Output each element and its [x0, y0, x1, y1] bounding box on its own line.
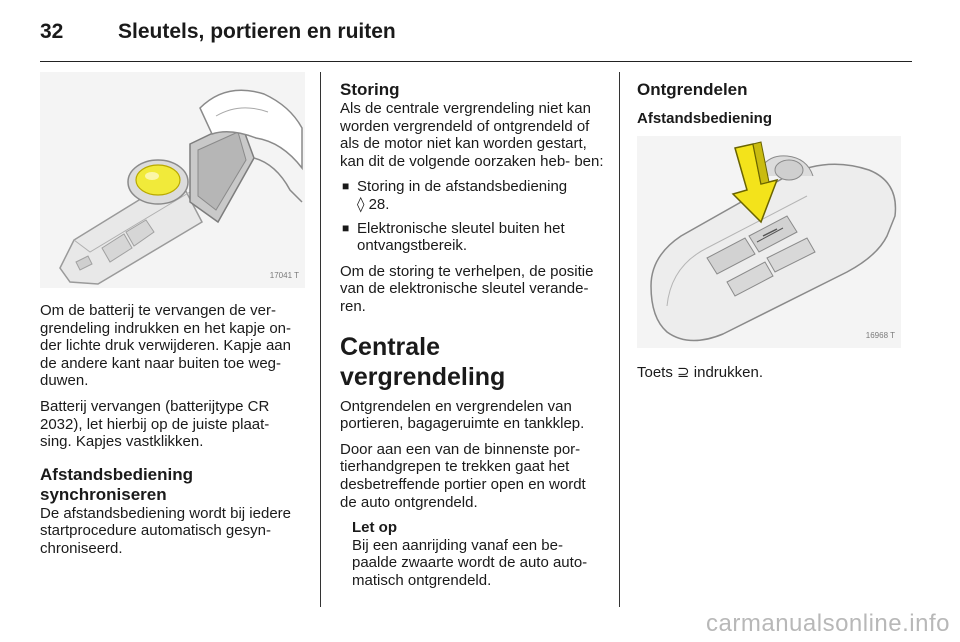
sync-heading [40, 465, 305, 505]
list-item-text: Elektronische sleutel buiten het ontvangstbereik. [357, 219, 565, 255]
bullet-icon: ■ [342, 179, 350, 194]
unlock-heading: Ontgrendelen [637, 80, 748, 99]
note-title: Let op [352, 519, 397, 537]
unlock-instruction-pre: Toets [637, 364, 673, 381]
column-1 [40, 72, 305, 566]
column-divider-1 [320, 72, 321, 607]
central-locking-intro: Ontgrendelen en vergrendelen van portieren, bagageruimte en tankklep. [340, 397, 585, 433]
column-divider-2 [619, 72, 620, 607]
unlock-instruction-post: indrukken. [693, 364, 763, 381]
sync-heading-line-1: Afstandsbediening [40, 464, 194, 484]
page-reference-arrow: ◊ [357, 194, 365, 213]
key-battery-illustration [40, 72, 305, 288]
storing-causes-list [340, 178, 604, 254]
battery-instructions: Om de batterij te vervangen de ver- grendeling indrukken en het kapje on- der lichte druk verwijderen. Kapje aan de andere kant naar buiten toe weg- duwen. [40, 302, 292, 390]
storing-heading: Storing [340, 80, 400, 99]
column-3 [637, 80, 901, 390]
battery-type-text: Batterij vervangen (batterijtype CR 2032), let hierbij op de juiste plaat- sing. Kapjes vastklikken. [40, 397, 270, 451]
page-title: Sleutels, portieren en ruiten [118, 20, 396, 43]
header-rule [40, 61, 912, 62]
column-2 [340, 80, 604, 589]
figure-code: 16968 T [865, 331, 895, 341]
list-item [340, 220, 604, 255]
unlock-symbol-icon: ⊇ [677, 363, 690, 381]
storing-fix: Om de storing te verhelpen, de positie van de elektronische sleutel verande- ren. [340, 262, 594, 315]
unlock-instruction [637, 364, 901, 382]
remote-key-illustration [637, 136, 901, 348]
sync-text: De afstandsbediening wordt bij iedere startprocedure automatisch gesyn- chroniseerd. [40, 504, 291, 557]
figure-code: 17041 T [269, 271, 299, 281]
list-item-text: Storing in de afstandsbediening [357, 178, 568, 196]
note-box [340, 519, 604, 589]
watermark: carmanualsonline.info [706, 610, 950, 637]
remote-unlock-figure [637, 136, 901, 348]
sync-heading-line-2: synchroniseren [40, 484, 167, 504]
central-locking-door-text: Door aan een van de binnenste por- tierhandgrepen te trekken gaat het desbetreffende portier open en wordt de auto ontgrendeld. [340, 440, 586, 511]
note-text: Bij een aanrijding vanaf een be- paalde zwaarte wordt de auto auto- matisch ontgrendeld. [352, 536, 588, 589]
storing-intro: Als de centrale vergrendeling niet kan worden vergrendeld of ontgrendeld of als de motor niet kan worden gestart, kan dit de volgende oorzaken heb- ben: [340, 100, 604, 170]
remote-subheading: Afstandsbediening [637, 110, 773, 127]
bullet-icon: ■ [342, 220, 350, 235]
page-number: 32 [40, 20, 64, 43]
page-reference: 28. [368, 195, 390, 213]
list-item [340, 178, 604, 213]
central-locking-heading: Centrale vergrendeling [340, 332, 506, 391]
battery-figure [40, 72, 305, 288]
